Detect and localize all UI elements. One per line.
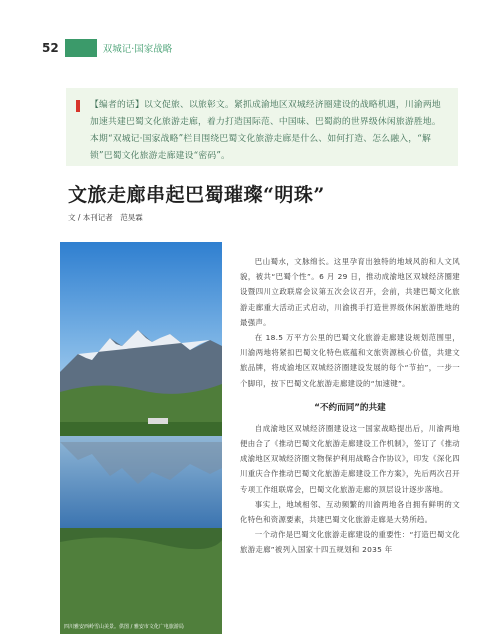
article-title: 文旅走廊串起巴蜀璀璨“明珠” [68,184,325,206]
article-body [240,254,460,558]
page-header [42,38,172,58]
editor-note-text: 【编者的话】以文促旅、以旅彰文。紧抓成渝地区双城经济圈建设的战略机遇，川渝两地加速共建巴蜀文化旅游走廊，着力打造国际范、中国味、巴蜀韵的世界级休闲旅游胜地。本期“双城记·国家战略”栏目围绕巴蜀文化旅游走廊是什么、如何打造、怎么融入，“解锁”巴蜀文化旅游走廊建设“密码”。 [90,100,441,161]
section-color-bar [65,39,97,57]
article-paragraph: 一个动作是巴蜀文化旅游走廊建设的重要性：“打造巴蜀文化旅游走廊”被列入国家十四五规划和 2035 年 [240,530,460,555]
article-paragraph: 在 18.5 万平方公里的巴蜀文化旅游走廊建设规划范围里，川渝两地将紧扣巴蜀文化特色底蕴和文旅资源核心价值，共建文旅品牌，将成渝地区双城经济圈建设发展的每个“节拍”，一步一个脚印，按下巴蜀文化旅游走廊建设的“加速键”。 [240,333,460,388]
article-paragraph: 自成渝地区双城经济圈建设这一国家战略提出后，川渝两地便由合了《推动巴蜀文化旅游走廊建设工作机制》，签订了《推动成渝地区双城经济圈文物保护利用战略合作协议》，印发《深化四川重庆合作推动巴蜀文化旅游走廊建设工作方案》，先后两次召开专项工作组联席会，巴蜀文化旅游走廊的顶层设计逐步落地。 [240,423,460,494]
photo-caption: 四川雅安西岭雪山美景。供图 / 雅安市文化广电旅游局 [64,624,184,630]
landscape-photo [60,242,222,634]
article-byline: 文 / 本刊记者 范昊霖 [68,213,143,222]
article-paragraph: 巴山蜀水，文脉绵长。这里孕育出独特的地域风韵和人文风貌，被共“巴蜀个性”。6 月 29 日，推动成渝地区双城经济圈建设暨四川立政联席会议第五次会议召开，会前，共建巴蜀文化旅游走廊重大活动正式启动，川渝携手打造世界级休闲旅游胜地的最强声。 [240,257,460,327]
editor-note-box [66,88,458,166]
section-title: 双城记·国家战略 [102,44,173,55]
article-paragraph: 事实上，地域相邻、互动频繁的川渝两地各自拥有鲜明的文化特色和资源要素，共建巴蜀文化旅游走廊是大势所趋。 [240,499,460,525]
page-number: 52 [42,41,59,55]
editor-note-accent [76,100,80,112]
article-subheading: “不约而同”的共建 [314,402,386,413]
